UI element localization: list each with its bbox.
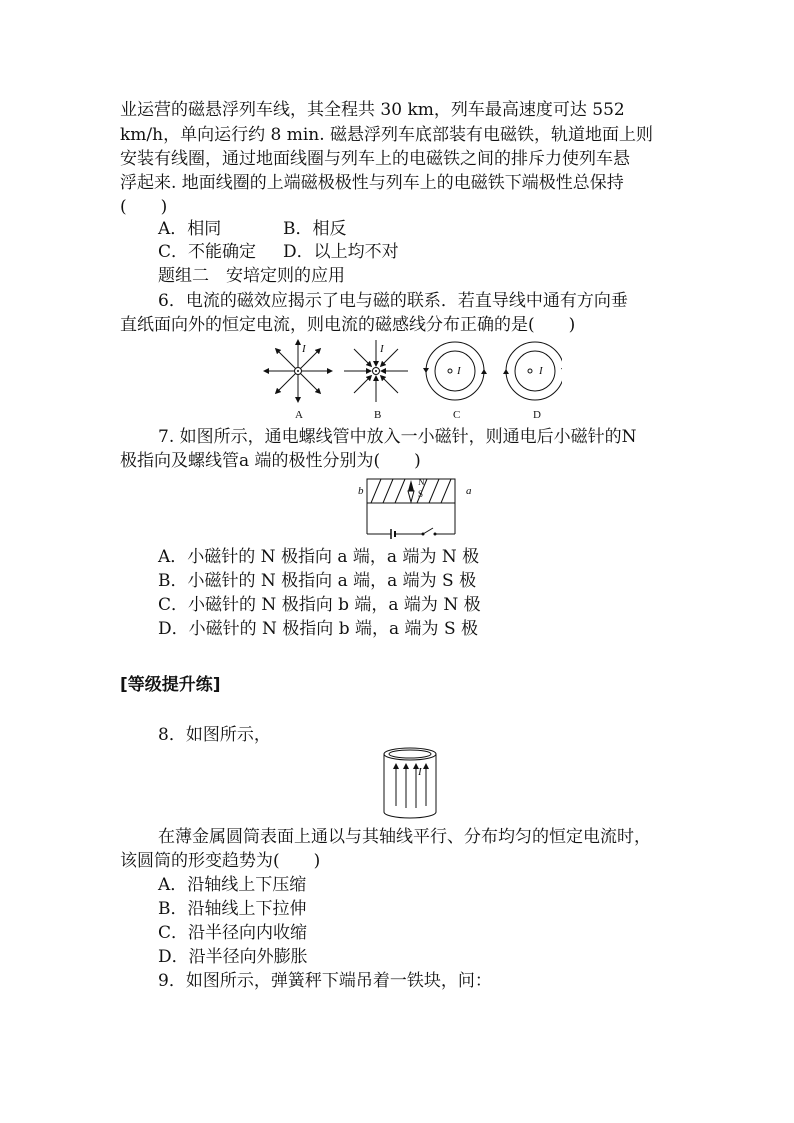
current-label: I	[380, 343, 384, 355]
option-a-radial-field	[266, 342, 330, 400]
option-c-circular-field	[423, 342, 487, 400]
q8-intro: 8．如图所示，	[158, 725, 271, 745]
section-title: [等级提升练]	[120, 675, 221, 695]
current-label: I	[302, 343, 306, 355]
q8-option-d: D．沿半径向外膨胀	[158, 947, 308, 967]
solenoid-end-b: b	[358, 485, 364, 497]
current-label: I	[418, 766, 422, 778]
q5-line: 安装有线圈，通过地面线圈与列车上的电磁铁之间的排斥力使列车悬	[120, 149, 630, 169]
q9-line: 9．如图所示，弹簧秤下端吊着一铁块，问：	[158, 971, 492, 991]
q5-option-a: A．相同	[158, 219, 222, 239]
figure-label-d: D	[533, 409, 541, 421]
q8-line: 该圆筒的形变趋势为( )	[120, 851, 321, 871]
q8-option-b: B．沿轴线上下拉伸	[158, 899, 307, 919]
q8-option-a: A．沿轴线上下压缩	[158, 875, 307, 895]
q7-solenoid-figure	[355, 474, 470, 542]
q8-cylinder-figure	[380, 746, 440, 820]
option-d-circular-field	[503, 342, 562, 400]
q7-option-d: D．小磁针的 N 极指向 b 端，a 端为 S 极	[158, 619, 478, 639]
q6-field-figure	[262, 338, 562, 426]
current-label: I	[539, 365, 543, 377]
q7-line: 极指向及螺线管a 端的极性分别为( )	[120, 451, 421, 471]
q5-option-c: C．不能确定	[158, 242, 257, 262]
solenoid-end-a: a	[466, 485, 472, 497]
q7-option-a: A．小磁针的 N 极指向 a 端，a 端为 N 极	[158, 547, 480, 567]
figure-label-a: A	[295, 409, 303, 421]
current-label: I	[457, 365, 461, 377]
q5-option-d: D．以上均不对	[283, 242, 399, 262]
figure-label-c: C	[453, 409, 461, 421]
q5-line: 业运营的磁悬浮列车线，其全程共 30 km，列车最高速度可达 552	[120, 100, 625, 120]
needle-s-label: S	[418, 489, 424, 499]
q5-option-b: B．相反	[283, 219, 347, 239]
group-title: 题组二 安培定则的应用	[158, 266, 345, 286]
q8-line: 在薄金属圆筒表面上通以与其轴线平行、分布均匀的恒定电流时，	[158, 827, 651, 847]
figure-label-b: B	[374, 409, 382, 421]
q6-line: 直纸面向外的恒定电流，则电流的磁感线分布正确的是( )	[120, 315, 576, 335]
option-b-radial-field	[344, 340, 408, 402]
q6-line: 6．电流的磁效应揭示了电与磁的联系．若直导线中通有方向垂	[158, 291, 628, 311]
q7-line: 7. 如图所示，通电螺线管中放入一小磁针，则通电后小磁针的N	[158, 427, 637, 447]
needle-n-label: N	[418, 477, 425, 487]
q8-option-c: C．沿半径向内收缩	[158, 923, 308, 943]
q5-line: 浮起来. 地面线圈的上端磁极极性与列车上的电磁铁下端极性总保持	[120, 173, 624, 193]
q5-line: km/h，单向运行约 8 min. 磁悬浮列车底部装有电磁铁，轨道地面上则	[120, 125, 654, 145]
q7-option-c: C．小磁针的 N 极指向 b 端，a 端为 N 极	[158, 595, 481, 615]
q7-option-b: B．小磁针的 N 极指向 a 端，a 端为 S 极	[158, 571, 477, 591]
q5-answer-bracket: ( )	[120, 197, 168, 217]
